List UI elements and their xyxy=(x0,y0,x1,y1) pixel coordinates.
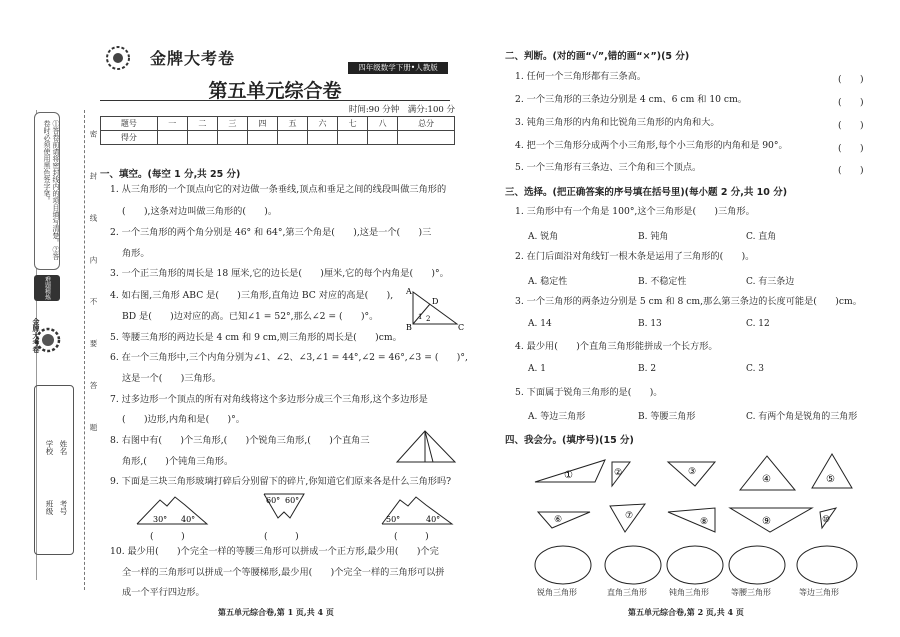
instructions-text: ①答卷前请将密封线内的项目填写清楚。②答卷时必须使用黑色签字笔。 xyxy=(43,120,60,260)
triangles-count-figure xyxy=(395,428,457,464)
fig4-label-d: D xyxy=(432,297,439,306)
score-table xyxy=(100,116,455,145)
section2-title: 二、判断。(对的画“√”,错的画“×”)(5 分) xyxy=(505,51,690,62)
judge-answer-3[interactable]: ( ) xyxy=(838,120,864,131)
category-ellipses xyxy=(535,545,875,585)
shard2-angle-b: 60° xyxy=(285,496,300,505)
score-header-cell: 总分 xyxy=(398,117,455,131)
shape-7-num: ⑦ xyxy=(625,511,634,521)
field-class: 班级 xyxy=(45,500,54,515)
choice-q3-opt-c[interactable]: C. 12 xyxy=(746,319,770,329)
choice-q5-opt-b[interactable]: B. 等腰三角形 xyxy=(638,412,696,422)
choice-q4-opt-b[interactable]: B. 2 xyxy=(638,364,657,374)
choice-q5: 5. 下面属于锐角三角形的是( )。 xyxy=(515,387,663,398)
student-info-box xyxy=(34,385,74,555)
shape-5 xyxy=(812,454,852,488)
grade-tag: 四年级数学下册•人教版 xyxy=(348,62,448,74)
category-isosceles: 等腰三角形 xyxy=(731,588,771,597)
score-header-cell: 八 xyxy=(368,117,398,131)
q8-line1: 8. 右图中有( )个三角形,( )个锐角三角形,( )个直角三 xyxy=(110,435,370,446)
fig4-label-2: 2 xyxy=(426,315,431,323)
score-cell[interactable] xyxy=(277,131,307,145)
shape-7 xyxy=(610,504,645,532)
q3-line: 3. 一个正三角形的周长是 18 厘米,它的边长是( )厘米,它的每个内角是( )°。 xyxy=(110,268,449,279)
shape-2 xyxy=(612,462,630,486)
shape-9-num: ⑨ xyxy=(762,516,771,527)
section4-title: 四、我会分。(填序号)(15 分) xyxy=(505,435,634,446)
shape-2-num: ② xyxy=(614,468,623,478)
shard3-angle-a: 50° xyxy=(386,515,401,524)
shard1-angle-a: 30° xyxy=(153,515,168,524)
q9-line: 9. 下面是三块三角形玻璃打碎后分别留下的碎片,你知道它们原来各是什么三角形吗? xyxy=(110,476,452,487)
shape-3-num: ③ xyxy=(688,467,697,477)
score-cell[interactable] xyxy=(338,131,368,145)
shape-6-num: ⑥ xyxy=(554,515,563,525)
shape-10 xyxy=(820,508,836,528)
seal-text: 密 封 线 内 不 要 答 题 xyxy=(89,130,98,447)
fig4-label-c: C xyxy=(458,323,465,332)
q2-line2: 角形。 xyxy=(122,248,150,259)
shape-4 xyxy=(740,456,795,490)
score-row-label: 得分 xyxy=(101,131,158,145)
field-number: 考号 xyxy=(59,500,68,515)
glass-shard-1 xyxy=(135,494,210,526)
q9-answer-1[interactable]: ( ) xyxy=(150,531,185,542)
triangle-abc-figure xyxy=(405,288,465,330)
q10-line1: 10. 最少用( )个完全一样的等腰三角形可以拼成一个正方形,最少用( )个完 xyxy=(110,546,439,557)
shape-4-num: ④ xyxy=(762,474,771,485)
judge-item-5: 5. 一个三角形有三条边、三个角和三个顶点。 xyxy=(515,162,702,173)
side-badge: 难题精炼 xyxy=(34,275,60,301)
q9-answer-3[interactable]: ( ) xyxy=(394,531,429,542)
score-cell[interactable] xyxy=(157,131,187,145)
page-title: 第五单元综合卷 xyxy=(208,80,342,102)
score-header-cell: 五 xyxy=(277,117,307,131)
brand-name: 金牌大考卷 xyxy=(150,49,236,68)
choice-q1-opt-a[interactable]: A. 锐角 xyxy=(528,232,559,242)
glass-shard-2 xyxy=(262,492,307,520)
section3-title: 三、选择。(把正确答案的序号填在括号里)(每小题 2 分,共 10 分) xyxy=(505,187,788,198)
choice-q3-opt-a[interactable]: A. 14 xyxy=(528,319,552,329)
score-cell[interactable] xyxy=(247,131,277,145)
score-header-cell: 七 xyxy=(338,117,368,131)
choice-q1: 1. 三角形中有一个角是 100°,这个三角形是( )三角形。 xyxy=(515,206,755,217)
field-school: 学校 xyxy=(45,440,54,455)
binding-margin xyxy=(0,0,98,637)
q4-line1: 4. 如右图,三角形 ABC 是( )三角形,直角边 BC 对应的高是( ), xyxy=(110,290,394,301)
choice-q5-opt-c[interactable]: C. 有两个角是锐角的三角形 xyxy=(746,412,858,422)
q8-line2: 角形,( )个钝角三角形。 xyxy=(122,456,234,467)
score-row xyxy=(101,131,455,145)
judge-item-1: 1. 任何一个三角形都有三条高。 xyxy=(515,71,647,82)
shard1-angle-b: 40° xyxy=(181,515,196,524)
choice-q2-opt-c[interactable]: C. 有三条边 xyxy=(746,277,795,287)
q1-line2: ( ),这条对边叫做三角形的( )。 xyxy=(122,206,278,217)
choice-q3: 3. 一个三角形的两条边分别是 5 cm 和 8 cm,那么第三条边的长度可能是( )cm。 xyxy=(515,296,862,307)
shape-8-num: ⑧ xyxy=(700,517,709,527)
score-header-row xyxy=(101,117,455,131)
glass-shard-3 xyxy=(380,494,455,526)
shape-9 xyxy=(730,508,812,532)
shape-10-num: ⑩ xyxy=(822,515,831,525)
side-brand: 金牌大考卷 xyxy=(32,318,41,353)
judge-answer-2[interactable]: ( ) xyxy=(838,97,864,108)
q2-line1: 2. 一个三角形的两个角分别是 46° 和 64°,第三个角是( ),这是一个( )三 xyxy=(110,227,432,238)
answer-ellipse-obtuse[interactable] xyxy=(667,546,723,584)
choice-q5-opt-a[interactable]: A. 等边三角形 xyxy=(528,412,586,422)
score-header-cell: 一 xyxy=(157,117,187,131)
q10-line3: 成一个平行四边形。 xyxy=(122,587,205,598)
footer-page-2: 第五单元综合卷,第 2 页,共 4 页 xyxy=(628,607,744,617)
shape-1 xyxy=(535,460,605,482)
seal-dashed-line xyxy=(84,110,85,590)
q7-line1: 7. 过多边形一个顶点的所有对角线将这个多边形分成三个三角形,这个多边形是 xyxy=(110,394,428,405)
score-header-cell: 六 xyxy=(308,117,338,131)
shard2-angle-a: 60° xyxy=(266,496,281,505)
answer-ellipse-right[interactable] xyxy=(605,546,661,584)
choice-q3-opt-b[interactable]: B. 13 xyxy=(638,319,662,329)
answer-ellipse-isosceles[interactable] xyxy=(729,546,785,584)
score-cell[interactable] xyxy=(217,131,247,145)
field-name: 姓名 xyxy=(59,440,68,455)
footer-page-1: 第五单元综合卷,第 1 页,共 4 页 xyxy=(218,607,334,617)
fig4-label-a: A xyxy=(406,287,412,296)
category-equilateral: 等边三角形 xyxy=(799,588,839,597)
fig4-label-1: 1 xyxy=(418,313,423,321)
shape-8 xyxy=(668,508,715,532)
q7-line2: ( )边形,内角和是( )°。 xyxy=(122,414,245,425)
score-header-cell: 二 xyxy=(187,117,217,131)
choice-q2-opt-b[interactable]: B. 不稳定性 xyxy=(638,277,687,287)
choice-q1-opt-b[interactable]: B. 钝角 xyxy=(638,232,669,242)
time-score-info: 时间:90 分钟 满分:100 分 xyxy=(348,105,455,115)
q10-line2: 全一样的三角形可以拼成一个等腰梯形,最少用( )个完全一样的三角形可以拼 xyxy=(122,567,445,578)
answer-ellipse-equilateral[interactable] xyxy=(797,546,857,584)
judge-item-3: 3. 钝角三角形的内角和比锐角三角形的内角和大。 xyxy=(515,117,720,128)
judge-answer-1[interactable]: ( ) xyxy=(838,74,864,85)
score-cell[interactable] xyxy=(308,131,338,145)
judge-answer-4[interactable]: ( ) xyxy=(838,143,864,154)
shard3-angle-b: 40° xyxy=(426,515,441,524)
answer-ellipse-acute[interactable] xyxy=(535,546,591,584)
shape-5-num: ⑤ xyxy=(826,474,835,485)
shape-6 xyxy=(538,512,590,528)
score-header-cell: 题号 xyxy=(101,117,158,131)
q4-line2: BD 是( )边对应的高。已知∠1 = 52°,那么∠2 = ( )°。 xyxy=(122,311,379,322)
q6-line2: 这是一个( )三角形。 xyxy=(122,373,222,384)
category-acute: 锐角三角形 xyxy=(537,588,577,597)
score-cell[interactable] xyxy=(398,131,455,145)
score-cell[interactable] xyxy=(187,131,217,145)
q6-line1: 6. 在一个三角形中,三个内角分别为∠1、∠2、∠3,∠1 = 44°,∠2 = 46°,∠3 = ( )°, xyxy=(110,352,468,363)
choice-q2: 2. 在门后面沿对角线钉一根木条是运用了三角形的( )。 xyxy=(515,251,755,262)
category-right: 直角三角形 xyxy=(607,588,647,597)
fig4-label-b: B xyxy=(406,323,412,332)
category-obtuse: 钝角三角形 xyxy=(669,588,709,597)
choice-q2-opt-a[interactable]: A. 稳定性 xyxy=(528,277,568,287)
score-header-cell: 三 xyxy=(217,117,247,131)
score-cell[interactable] xyxy=(368,131,398,145)
judge-item-4: 4. 把一个三角形分成两个小三角形,每个小三角形的内角和是 90°。 xyxy=(515,140,788,151)
triangle-shapes-group xyxy=(530,452,875,534)
judge-item-2: 2. 一个三角形的三条边分别是 4 cm、6 cm 和 10 cm。 xyxy=(515,94,747,105)
section1-title: 一、填空。(每空 1 分,共 25 分) xyxy=(100,169,241,180)
score-header-cell: 四 xyxy=(247,117,277,131)
shape-3 xyxy=(668,462,715,486)
choice-q4: 4. 最少用( )个直角三角形能拼成一个长方形。 xyxy=(515,341,718,352)
title-rule xyxy=(100,100,450,101)
q9-answer-2[interactable]: ( ) xyxy=(264,531,299,542)
choice-q1-opt-c[interactable]: C. 直角 xyxy=(746,232,777,242)
shape-1-num: ① xyxy=(564,470,573,481)
q1-line1: 1. 从三角形的一个顶点向它的对边做一条垂线,顶点和垂足之间的线段叫做三角形的 xyxy=(110,184,447,195)
choice-q4-opt-a[interactable]: A. 1 xyxy=(528,364,546,374)
q5-line: 5. 等腰三角形的两边长是 4 cm 和 9 cm,则三角形的周长是( )cm。 xyxy=(110,332,402,343)
judge-answer-5[interactable]: ( ) xyxy=(838,165,864,176)
choice-q4-opt-c[interactable]: C. 3 xyxy=(746,364,765,374)
